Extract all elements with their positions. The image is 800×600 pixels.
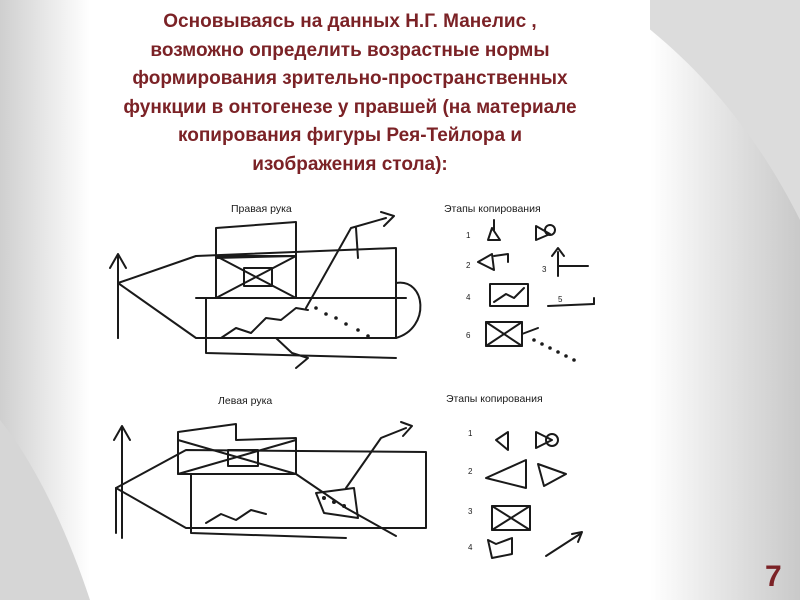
stage-number: 3 [468,507,473,516]
stage-number: 2 [468,467,473,476]
stages-label-bottom: Этапы копирования [446,393,543,405]
stage-number: 1 [468,429,473,438]
title-line: функции в онтогенезе у правшей (на материале [123,96,577,118]
title-line: изображения стола): [252,153,448,175]
stage-number: 2 [466,261,471,270]
left-hand-label: Левая рука [218,395,273,407]
stage-number: 3 [542,265,547,274]
left-hand-dots [322,496,346,508]
page-number: 7 [765,560,782,593]
rey-taylor-copying-figure [96,188,650,578]
title-line: формирования зрительно-пространственных [132,68,568,89]
stage-number: 6 [466,331,471,340]
stage-number: 1 [466,231,471,240]
right-hand-label: Правая рука [231,203,292,215]
stage-number: 4 [466,293,471,302]
right-hand-dots [314,306,370,338]
right-hand-drawing [110,212,420,368]
stages-top-drawings [478,220,594,346]
stages-bottom-drawings [486,432,582,558]
title-line: Основываясь на данных Н.Г. Манелис , [163,11,537,32]
slide-title [60,8,640,179]
left-hand-drawing [114,422,426,538]
stage-number: 4 [468,543,473,552]
stages-top-dots [532,338,576,362]
stage-number: 5 [558,295,563,304]
title-line: возможно определить возрастные нормы [150,39,550,61]
stages-label-top: Этапы копирования [444,203,541,215]
title-line: копирования фигуры Рея-Тейлора и [177,125,523,146]
